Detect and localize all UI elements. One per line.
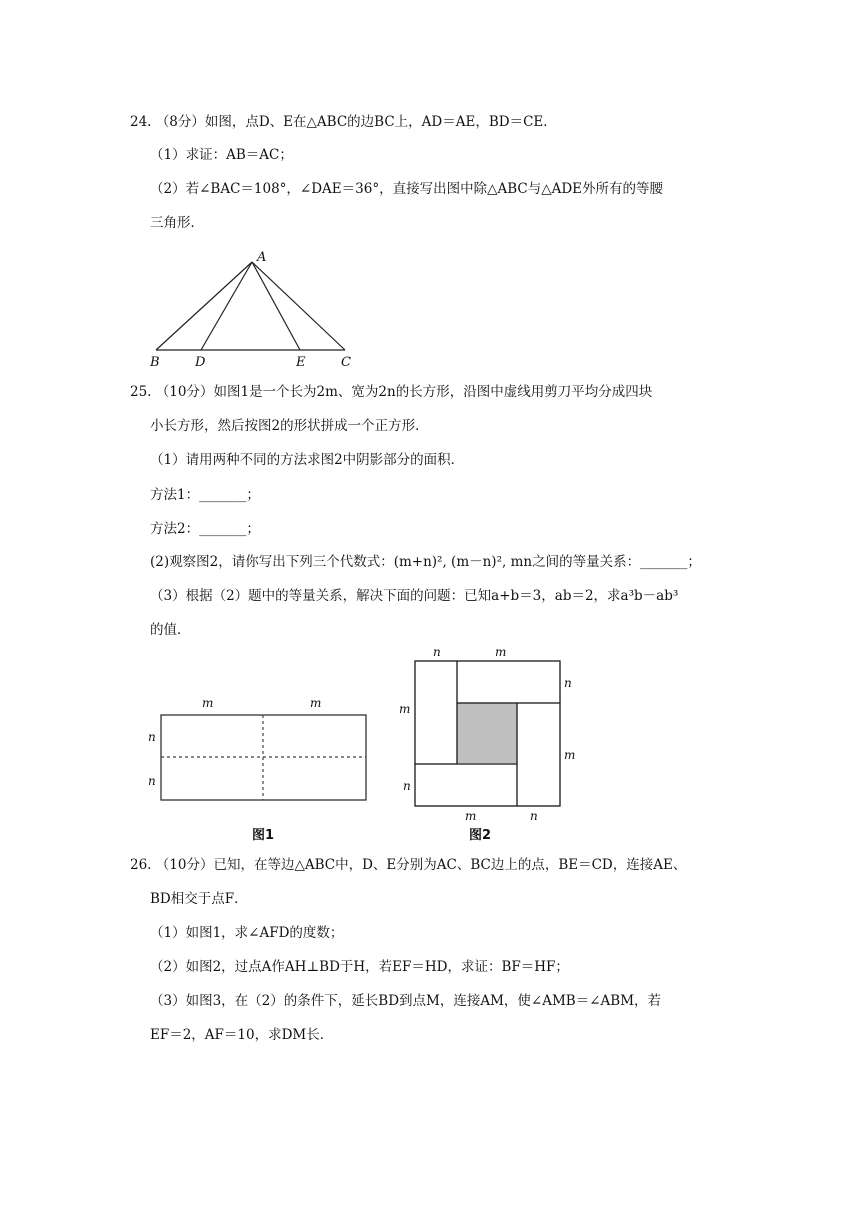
q24-triangle-figure: [140, 245, 370, 370]
q25-part3: （3）根据（2）题中的等量关系，解决下面的问题：已知a+b＝3，ab＝2，求a³b－ab³: [150, 588, 679, 604]
q26-part1: （1）如图1，求∠AFD的度数；: [150, 925, 344, 941]
q25-part2: (2)观察图2，请你写出下列三个代数式：(m+n)², (m－n)², mn之间的等量关系：_______；: [150, 554, 701, 570]
q25-stem: 25. （10分）如图1是一个长为2m、宽为2n的长方形，沿图中虚线用剪刀平均分成四块: [130, 384, 653, 400]
fig1-label-m-left: m: [202, 696, 214, 710]
fig2-label-n-bottom: n: [530, 809, 538, 823]
fig2-rect-right: [517, 703, 560, 806]
q26-part2: （2）如图2，过点A作AH⊥BD于H，若EF＝HD，求证：BF＝HF；: [150, 959, 569, 975]
fig2-caption: 图2: [469, 828, 492, 843]
q26-part3: （3）如图3，在（2）的条件下，延长BD到点M，连接AM，使∠AMB＝∠ABM，若: [150, 993, 662, 1009]
q25-part1: （1）请用两种不同的方法求图2中阴影部分的面积．: [150, 452, 465, 468]
q25-part3-cont: 的值．: [150, 622, 191, 638]
fig2-rect-bottom: [415, 764, 517, 806]
q24-part2: （2）若∠BAC＝108°，∠DAE＝36°，直接写出图中除△ABC与△ADE外所有的等腰: [150, 181, 664, 197]
segment-ae: [252, 262, 300, 350]
q25-stem-cont: 小长方形，然后按图2的形状拼成一个正方形．: [150, 418, 429, 434]
segment-ad: [201, 262, 252, 350]
fig2-rect-left: [415, 661, 457, 764]
q26-part3-cont: EF＝2，AF＝10，求DM长．: [150, 1027, 334, 1043]
q25-method1: 方法1：_______；: [150, 487, 260, 503]
label-d: D: [195, 355, 206, 370]
segment-ac: [252, 262, 345, 350]
fig1-label-m-right: m: [310, 696, 322, 710]
fig1-caption: 图1: [252, 828, 275, 843]
q24-part1: （1）求证：AB＝AC；: [150, 147, 293, 163]
fig1-label-n-bottom: n: [148, 774, 156, 788]
fig2-label-m-left: m: [399, 702, 411, 716]
fig2-label-n-left: n: [403, 779, 411, 793]
label-c: C: [341, 355, 351, 370]
fig2-shaded-square: [457, 703, 517, 763]
label-e: E: [296, 355, 306, 370]
fig2-rect-top: [457, 661, 560, 703]
q25-method2: 方法2：_______；: [150, 521, 260, 537]
fig2-label-m-bottom: m: [465, 809, 477, 823]
fig1-label-n-top: n: [148, 730, 156, 744]
q25-figure-1: [140, 690, 380, 850]
fig2-label-m-top: m: [495, 645, 507, 659]
q25-figure-2: [395, 642, 595, 847]
fig2-label-n-right: n: [564, 676, 572, 690]
segment-ab: [156, 262, 252, 350]
fig2-label-n-top: n: [433, 645, 441, 659]
fig2-label-m-right: m: [564, 748, 576, 762]
q26-stem-cont: BD相交于点F．: [150, 891, 248, 907]
label-b: B: [150, 355, 160, 370]
label-a: A: [257, 250, 267, 265]
q26-stem: 26. （10分）已知，在等边△ABC中，D、E分别为AC、BC边上的点，BE＝CD，连接AE、: [130, 857, 687, 873]
q24-stem: 24. （8分）如图，点D、E在△ABC的边BC上，AD＝AE，BD＝CE．: [130, 114, 557, 130]
q24-part2-cont: 三角形．: [150, 215, 204, 231]
